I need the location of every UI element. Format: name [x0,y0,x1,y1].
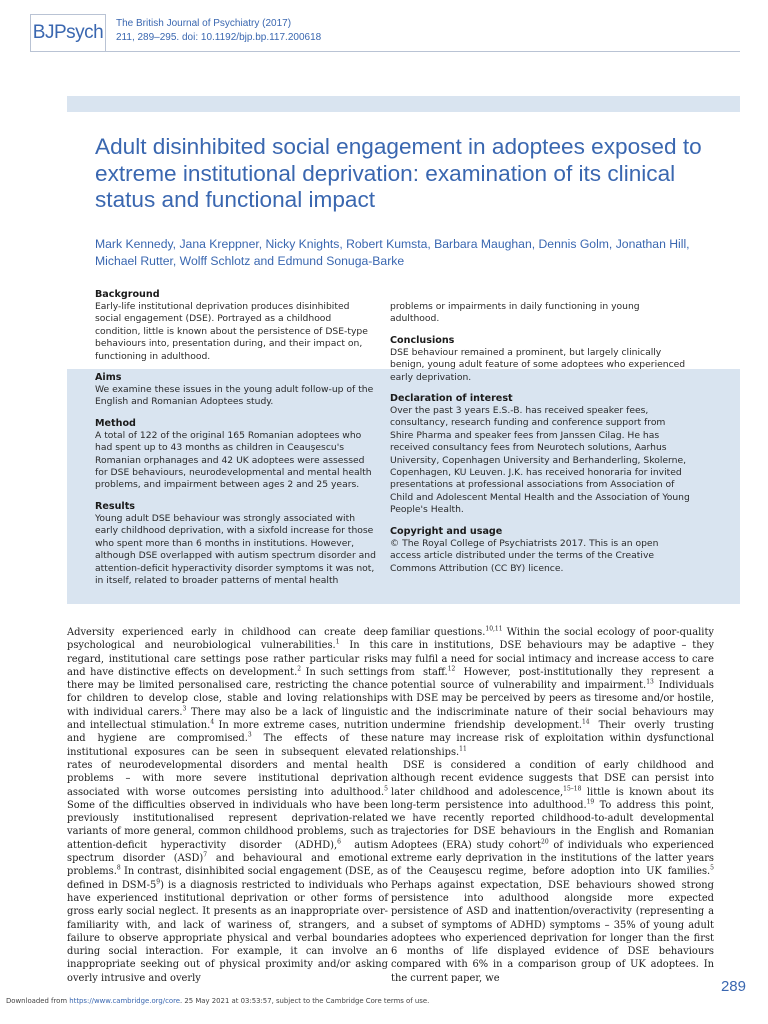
citation-ref[interactable]: 7 [203,851,208,859]
aims-heading: Aims [95,372,122,384]
body-text: Perhaps against expectation, DSE behaviours showed strong persistence into adulthood alongside more expected persistence of ASD and inattention/overactivity (representing a subset of symptoms of ADHD) symptoms – 35% of young adult adoptees who experienced deprivation for longer than the first 6 months of life displayed evidence of DSE behaviours compared with 6% in a comparison group of UK adoptees. In the current paper, we [391,879,714,984]
footer-suffix: . 25 May 2021 at 03:53:57, subject to the Cambridge Core terms of use. [180,997,430,1005]
citation-ref[interactable]: 1 [335,639,340,646]
body-text: However, post-institutionally they represent a potential source of vulnerability and impairment. [391,666,714,692]
results-text-continued: problems or impairments in daily functioning in young adulthood. [390,301,640,325]
citation-ref[interactable]: 5 [384,785,388,793]
download-footer [6,997,429,1005]
article-title: Adult disinhibited social engagement in adoptees exposed to extreme institutional deprivation: examination of its clinical status and functional impact [95,134,702,212]
body-text: autism spectrum disorder (ASD) [67,839,389,865]
declaration-text: Over the past 3 years E.S.-B. has received speaker fees, consultancy, research funding and conference support from Shire Pharma and speaker fees from Janssen Cilag. He has received consultancy fees from Neurotech solutions, Aarhus University, Copenhagen University and Berhanderling, Skolerne, Copenhagen, KU Leuven. J.K. has received honoraria for invited presentations at professional associations from Association of Child and Adolescent Mental Health and the Association of Young People's Health. [390,405,690,516]
citation-ref[interactable]: 19 [586,798,595,806]
body-paragraph [391,626,714,759]
body-text: Individuals with DSE may be perceived by peers as tiresome and/or hostile, and the indiscriminate nature of their social behaviours may undermine friendship development. [391,680,714,732]
body-text: In more extreme cases, nutrition and hygiene are compromised. [67,720,388,745]
body-text: Their overly trusting nature may increase risk of exploitation within dysfunctional relationships. [391,720,714,758]
conclusions-heading: Conclusions [390,334,455,346]
results-text: Young adult DSE behaviour was strongly associated with early childhood deprivation, with a sixfold increase for those who spent more than 6 months in institutions. However, although DSE overlapped with autism spectrum disorder and attention-deficit hyperactivity disorder symptoms it was not, in itself, related to broader patterns of mental health [95,512,376,586]
citation: 211, 289–295. doi: 10.1192/bjp.bp.117.200618 [116,32,322,43]
body-paragraph [391,759,714,985]
method-text: A total of 122 of the original 165 Romanian adoptees who had spent up to 43 months as children in Ceauşescu's Romanian orphanages and 42 UK adoptees were assessed for DSE behaviours, neurodevelopmental and mental health problems, and impairment between ages 2 and 25 years. [95,429,372,491]
body-text: In contrast, disinhibited social engagement (DSE, as defined in DSM-5 [67,866,388,891]
body-text: In this regard, institutional care settings pose rather particular risks and have distinctive effects on development. [67,640,388,678]
body-left-column [67,626,388,985]
aims-text: We examine these issues in the young adult follow-up of the English and Romanian Adoptees study. [95,384,374,408]
body-text: Adversity experienced early in childhood can create deep psychological and neurobiological vulnerabilities. [67,627,388,652]
body-text: There may also be a lack of linguistic and intellectual stimulation. [67,706,388,732]
background-text: Early-life institutional deprivation produces disinhibited social engagement (DSE). Portrayed as a childhood condition, little is known about the persistence of DSE-type behaviours into, presentation during, and their impact on, functioning in adulthood. [95,301,368,362]
body-right-column [391,626,714,985]
body-text: familiar questions. [391,627,486,638]
citation-ref[interactable]: 9 [156,878,161,886]
citation-ref[interactable]: 15–18 [563,785,582,793]
background-heading: Background [95,289,160,300]
body-text: ) is a diagnosis restricted to individuals who have experienced institutional deprivation or other forms of gross early social neglect. It presents as an inappropriate over-familiarity with, and lack of wariness of, strangers, and a failure to observe appropriate physical and verbal boundaries during social interaction. For example, it can involve an inappropriate seeking out of physical proximity and/or asking overly intrusive and overly [67,879,388,984]
abstract-box [67,96,740,604]
citation-ref[interactable]: 8 [116,865,121,873]
citation-ref[interactable]: 13 [646,678,654,686]
citation-ref[interactable]: 20 [541,838,549,846]
citation-ref[interactable]: 12 [447,665,456,673]
body-text: of individuals who experienced extreme early deprivation in the institutions of the latter years of the Ceauşescu regime, before adoption into UK families. [391,839,714,878]
citation-ref[interactable]: 14 [581,718,590,726]
citation-ref[interactable]: 2 [297,665,302,673]
citation-ref[interactable]: 11 [459,745,467,753]
citation-ref[interactable]: 10,11 [485,625,503,633]
body-text: The effects of these institutional exposures can be seen in subsequent elevated rates of neurodevelopmental disorders and mental health problems – with more severe institutional deprivation associated with worse outcomes persisting into adulthood. [67,733,388,798]
conclusions-text: DSE behaviour remained a prominent, but largely clinically benign, young adult feature of some adoptees who experienced early deprivation. [390,346,686,383]
copyright-heading: Copyright and usage [390,525,503,537]
citation-ref[interactable]: 5 [710,865,714,873]
journal-logo-text: BJPsych [32,22,104,43]
abstract-left-column [95,288,377,595]
citation-ref[interactable]: 6 [337,838,341,846]
header-rule [106,51,740,52]
body-text: Within the social ecology of poor-quality care in institutions, DSE behaviours may be adaptive – they may fulfil a need for social intimacy and increase access to care from staff. [391,627,715,678]
declaration-heading: Declaration of interest [390,393,513,405]
cambridge-core-link[interactable]: https://www.cambridge.org/core [69,997,181,1005]
journal-logo [30,14,106,52]
abstract-right-column [390,301,690,583]
body-text: little is known about its long-term persistence into adulthood. [391,786,714,811]
results-heading: Results [95,500,136,512]
body-paragraph [67,626,388,985]
citation-ref[interactable]: 3 [182,705,187,713]
body-text: In such settings there may be limited personalised care, restricting the chance for children to develop close, stable and loving relationships with individual carers. [67,666,388,718]
journal-name: The British Journal of Psychiatry (2017) [116,18,292,29]
citation-ref[interactable]: 4 [210,718,215,726]
copyright-text: © The Royal College of Psychiatrists 2017. This is an open access article distributed under the terms of the Creative Commons Attribution (CC BY) licence. [390,537,659,574]
page-number: 289 [720,978,746,995]
footer-prefix: Downloaded from [6,997,70,1005]
author-list: Mark Kennedy, Jana Kreppner, Nicky Knights, Robert Kumsta, Barbara Maughan, Dennis Golm, Jonathan Hill, Michael Rutter, Wolff Schlotz and Edmund Sonuga-Barke [95,237,690,268]
body-text: To address this point, we have recently reported childhood-to-adult developmental trajectories for DSE behaviours in the English and Romanian Adoptees (ERA) study cohort [391,799,715,851]
body-text: Some of the difficulties observed in individuals who have been previously institutionalised represent deprivation-related variants of more general, common childhood problems, such as attention-deficit hyperactivity disorder (ADHD), [67,799,388,851]
body-text: DSE is considered a condition of early childhood and although recent evidence suggests that DSE can persist into later childhood and adolescence, [391,759,714,798]
citation-ref[interactable]: 3 [247,732,252,740]
method-heading: Method [95,417,136,429]
body-text: and behavioural and emotional problems. [67,853,389,878]
